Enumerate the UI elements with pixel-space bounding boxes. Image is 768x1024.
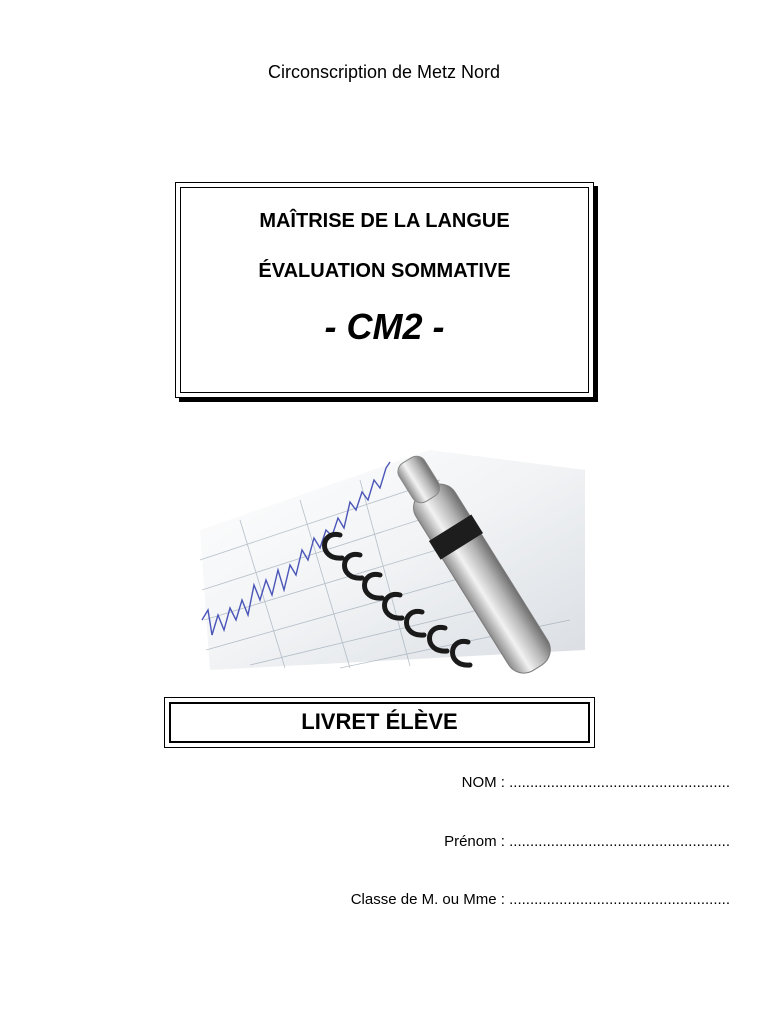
livret-box [164, 697, 595, 748]
classe-label: Classe de M. ou Mme : [350, 891, 510, 908]
livret-label: LIVRET ÉLÈVE [169, 702, 590, 743]
notebook-pen-graph-illustration [190, 440, 585, 680]
prenom-label: Prénom : [444, 833, 510, 850]
title-box-inner [180, 187, 589, 393]
classe-dots: ..................................................... [509, 891, 730, 908]
nom-label: NOM : [461, 774, 510, 791]
circonscription-header: Circonscription de Metz Nord [267, 62, 501, 82]
level-title: - CM2 - [324, 306, 445, 347]
nom-dots: ..................................................... [509, 774, 730, 791]
subject-title: MAÎTRISE DE LA LANGUE [259, 210, 510, 232]
title-box [175, 182, 594, 398]
nom-field[interactable] [462, 774, 730, 791]
prenom-dots: ..................................................... [509, 833, 730, 850]
classe-field[interactable] [351, 891, 730, 908]
evaluation-title: ÉVALUATION SOMMATIVE [258, 260, 511, 282]
prenom-field[interactable] [444, 833, 730, 850]
